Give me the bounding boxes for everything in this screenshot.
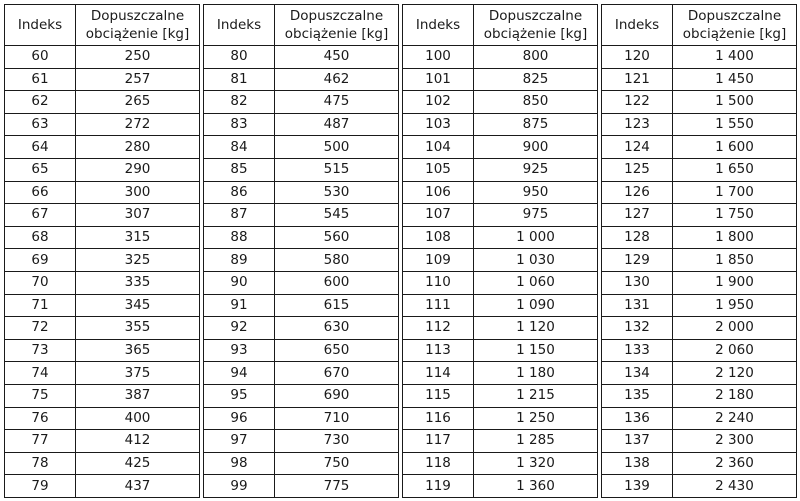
table-row xyxy=(403,91,598,114)
table-header-row xyxy=(403,5,598,46)
max-load-cell: 515 xyxy=(275,158,399,181)
max-load-cell: 345 xyxy=(76,294,200,317)
load-index-cell: 119 xyxy=(403,475,474,498)
max-load-cell: 530 xyxy=(275,181,399,204)
table-row xyxy=(204,136,399,159)
load-index-cell: 121 xyxy=(602,68,673,91)
index-column-header: Indeks xyxy=(602,5,673,46)
max-load-cell: 615 xyxy=(275,294,399,317)
table-row xyxy=(602,407,797,430)
table-row xyxy=(5,136,200,159)
table-header-row xyxy=(5,5,200,46)
load-index-cell: 98 xyxy=(204,452,275,475)
max-load-cell: 1 120 xyxy=(474,317,598,340)
table-row xyxy=(403,271,598,294)
load-index-cell: 86 xyxy=(204,181,275,204)
load-index-cell: 138 xyxy=(602,452,673,475)
load-index-cell: 67 xyxy=(5,204,76,227)
table-row xyxy=(204,452,399,475)
load-index-cell: 120 xyxy=(602,46,673,69)
table-row xyxy=(602,362,797,385)
load-index-cell: 139 xyxy=(602,475,673,498)
load-index-cell: 125 xyxy=(602,158,673,181)
table-row xyxy=(403,158,598,181)
table-row xyxy=(204,339,399,362)
max-load-cell: 545 xyxy=(275,204,399,227)
table-row xyxy=(602,249,797,272)
table-row xyxy=(5,317,200,340)
load-index-cell: 104 xyxy=(403,136,474,159)
load-index-cell: 103 xyxy=(403,113,474,136)
load-index-cell: 95 xyxy=(204,384,275,407)
load-index-cell: 72 xyxy=(5,317,76,340)
table-row xyxy=(5,181,200,204)
max-load-cell: 1 550 xyxy=(673,113,797,136)
max-load-cell: 1 250 xyxy=(474,407,598,430)
load-index-cell: 108 xyxy=(403,226,474,249)
load-index-cell: 85 xyxy=(204,158,275,181)
load-index-cell: 94 xyxy=(204,362,275,385)
max-load-cell: 1 400 xyxy=(673,46,797,69)
load-index-cell: 114 xyxy=(403,362,474,385)
load-index-cell: 69 xyxy=(5,249,76,272)
load-column-header: Dopuszczalne obciążenie [kg] xyxy=(275,5,399,46)
table-row xyxy=(403,452,598,475)
table-row xyxy=(204,475,399,498)
max-load-cell: 1 285 xyxy=(474,430,598,453)
max-load-cell: 290 xyxy=(76,158,200,181)
max-load-cell: 670 xyxy=(275,362,399,385)
load-index-cell: 128 xyxy=(602,226,673,249)
max-load-cell: 2 180 xyxy=(673,384,797,407)
load-index-cell: 79 xyxy=(5,475,76,498)
load-index-cell: 133 xyxy=(602,339,673,362)
load-index-cell: 126 xyxy=(602,181,673,204)
load-index-cell: 122 xyxy=(602,91,673,114)
max-load-cell: 272 xyxy=(76,113,200,136)
load-index-cell: 83 xyxy=(204,113,275,136)
load-index-tables xyxy=(4,4,796,497)
table-row xyxy=(5,271,200,294)
max-load-cell: 2 300 xyxy=(673,430,797,453)
load-index-cell: 91 xyxy=(204,294,275,317)
max-load-cell: 257 xyxy=(76,68,200,91)
table-row xyxy=(602,430,797,453)
table-row xyxy=(403,46,598,69)
max-load-cell: 1 000 xyxy=(474,226,598,249)
table-row xyxy=(5,407,200,430)
max-load-cell: 2 060 xyxy=(673,339,797,362)
load-index-cell: 80 xyxy=(204,46,275,69)
load-index-cell: 78 xyxy=(5,452,76,475)
max-load-cell: 375 xyxy=(76,362,200,385)
max-load-cell: 630 xyxy=(275,317,399,340)
max-load-cell: 1 320 xyxy=(474,452,598,475)
table-row xyxy=(602,46,797,69)
load-index-cell: 134 xyxy=(602,362,673,385)
load-index-table xyxy=(203,4,399,498)
load-index-cell: 65 xyxy=(5,158,76,181)
table-row xyxy=(602,384,797,407)
max-load-cell: 1 600 xyxy=(673,136,797,159)
table-row xyxy=(5,430,200,453)
table-row xyxy=(602,294,797,317)
table-row xyxy=(5,68,200,91)
max-load-cell: 462 xyxy=(275,68,399,91)
table-row xyxy=(204,317,399,340)
load-index-cell: 123 xyxy=(602,113,673,136)
max-load-cell: 1 800 xyxy=(673,226,797,249)
table-row xyxy=(403,136,598,159)
max-load-cell: 975 xyxy=(474,204,598,227)
table-row xyxy=(5,204,200,227)
table-row xyxy=(5,294,200,317)
load-index-cell: 106 xyxy=(403,181,474,204)
load-index-cell: 107 xyxy=(403,204,474,227)
index-column-header: Indeks xyxy=(5,5,76,46)
load-index-cell: 127 xyxy=(602,204,673,227)
index-column-header: Indeks xyxy=(204,5,275,46)
load-index-cell: 112 xyxy=(403,317,474,340)
load-index-cell: 62 xyxy=(5,91,76,114)
max-load-cell: 710 xyxy=(275,407,399,430)
max-load-cell: 315 xyxy=(76,226,200,249)
table-row xyxy=(204,91,399,114)
load-index-cell: 137 xyxy=(602,430,673,453)
table-row xyxy=(204,113,399,136)
load-index-cell: 68 xyxy=(5,226,76,249)
table-row xyxy=(602,113,797,136)
max-load-cell: 1 090 xyxy=(474,294,598,317)
table-row xyxy=(602,68,797,91)
table-row xyxy=(403,204,598,227)
load-index-cell: 73 xyxy=(5,339,76,362)
load-column-header: Dopuszczalne obciążenie [kg] xyxy=(76,5,200,46)
load-index-cell: 96 xyxy=(204,407,275,430)
table-row xyxy=(204,181,399,204)
load-index-cell: 75 xyxy=(5,384,76,407)
table-row xyxy=(204,204,399,227)
load-index-cell: 111 xyxy=(403,294,474,317)
load-column-header: Dopuszczalne obciążenie [kg] xyxy=(673,5,797,46)
max-load-cell: 950 xyxy=(474,181,598,204)
max-load-cell: 580 xyxy=(275,249,399,272)
table-row xyxy=(602,226,797,249)
max-load-cell: 387 xyxy=(76,384,200,407)
load-index-cell: 102 xyxy=(403,91,474,114)
table-row xyxy=(5,158,200,181)
max-load-cell: 487 xyxy=(275,113,399,136)
load-index-cell: 132 xyxy=(602,317,673,340)
max-load-cell: 825 xyxy=(474,68,598,91)
load-index-cell: 64 xyxy=(5,136,76,159)
max-load-cell: 265 xyxy=(76,91,200,114)
table-row xyxy=(403,294,598,317)
max-load-cell: 250 xyxy=(76,46,200,69)
max-load-cell: 500 xyxy=(275,136,399,159)
table-row xyxy=(403,113,598,136)
table-row xyxy=(403,475,598,498)
max-load-cell: 475 xyxy=(275,91,399,114)
table-row xyxy=(204,430,399,453)
table-row xyxy=(5,384,200,407)
table-row xyxy=(602,452,797,475)
table-row xyxy=(204,68,399,91)
load-index-cell: 81 xyxy=(204,68,275,91)
load-index-cell: 77 xyxy=(5,430,76,453)
max-load-cell: 2 120 xyxy=(673,362,797,385)
max-load-cell: 1 450 xyxy=(673,68,797,91)
table-row xyxy=(403,384,598,407)
load-index-cell: 92 xyxy=(204,317,275,340)
table-row xyxy=(403,339,598,362)
max-load-cell: 425 xyxy=(76,452,200,475)
max-load-cell: 2 240 xyxy=(673,407,797,430)
load-index-cell: 131 xyxy=(602,294,673,317)
load-index-cell: 84 xyxy=(204,136,275,159)
load-index-cell: 88 xyxy=(204,226,275,249)
max-load-cell: 690 xyxy=(275,384,399,407)
max-load-cell: 1 850 xyxy=(673,249,797,272)
max-load-cell: 437 xyxy=(76,475,200,498)
max-load-cell: 412 xyxy=(76,430,200,453)
load-index-cell: 118 xyxy=(403,452,474,475)
max-load-cell: 875 xyxy=(474,113,598,136)
max-load-cell: 2 360 xyxy=(673,452,797,475)
max-load-cell: 1 180 xyxy=(474,362,598,385)
load-index-cell: 89 xyxy=(204,249,275,272)
table-row xyxy=(5,226,200,249)
load-index-cell: 130 xyxy=(602,271,673,294)
max-load-cell: 1 360 xyxy=(474,475,598,498)
table-row xyxy=(602,136,797,159)
max-load-cell: 1 650 xyxy=(673,158,797,181)
load-index-cell: 113 xyxy=(403,339,474,362)
max-load-cell: 775 xyxy=(275,475,399,498)
load-index-cell: 99 xyxy=(204,475,275,498)
table-row xyxy=(5,91,200,114)
max-load-cell: 1 500 xyxy=(673,91,797,114)
table-row xyxy=(403,68,598,91)
table-row xyxy=(204,158,399,181)
table-row xyxy=(403,249,598,272)
table-row xyxy=(204,407,399,430)
max-load-cell: 600 xyxy=(275,271,399,294)
table-row xyxy=(403,407,598,430)
table-row xyxy=(602,475,797,498)
load-index-table xyxy=(601,4,797,498)
load-index-cell: 60 xyxy=(5,46,76,69)
table-row xyxy=(5,46,200,69)
max-load-cell: 1 950 xyxy=(673,294,797,317)
table-row xyxy=(204,384,399,407)
index-column-header: Indeks xyxy=(403,5,474,46)
load-index-cell: 71 xyxy=(5,294,76,317)
max-load-cell: 650 xyxy=(275,339,399,362)
max-load-cell: 1 700 xyxy=(673,181,797,204)
table-row xyxy=(403,362,598,385)
max-load-cell: 365 xyxy=(76,339,200,362)
max-load-cell: 280 xyxy=(76,136,200,159)
table-row xyxy=(602,91,797,114)
load-index-cell: 61 xyxy=(5,68,76,91)
max-load-cell: 1 750 xyxy=(673,204,797,227)
load-index-cell: 117 xyxy=(403,430,474,453)
max-load-cell: 1 060 xyxy=(474,271,598,294)
load-index-table xyxy=(4,4,200,498)
max-load-cell: 335 xyxy=(76,271,200,294)
table-row xyxy=(602,271,797,294)
table-row xyxy=(204,294,399,317)
load-index-cell: 87 xyxy=(204,204,275,227)
max-load-cell: 750 xyxy=(275,452,399,475)
table-row xyxy=(602,317,797,340)
max-load-cell: 1 030 xyxy=(474,249,598,272)
load-index-cell: 116 xyxy=(403,407,474,430)
max-load-cell: 1 900 xyxy=(673,271,797,294)
max-load-cell: 307 xyxy=(76,204,200,227)
table-row xyxy=(5,339,200,362)
table-row xyxy=(5,452,200,475)
table-row xyxy=(5,475,200,498)
load-index-cell: 129 xyxy=(602,249,673,272)
load-index-cell: 115 xyxy=(403,384,474,407)
max-load-cell: 450 xyxy=(275,46,399,69)
max-load-cell: 400 xyxy=(76,407,200,430)
load-index-cell: 136 xyxy=(602,407,673,430)
load-index-cell: 63 xyxy=(5,113,76,136)
table-row xyxy=(602,204,797,227)
table-row xyxy=(602,158,797,181)
max-load-cell: 2 430 xyxy=(673,475,797,498)
max-load-cell: 355 xyxy=(76,317,200,340)
max-load-cell: 325 xyxy=(76,249,200,272)
load-index-cell: 100 xyxy=(403,46,474,69)
table-row xyxy=(204,226,399,249)
load-index-cell: 82 xyxy=(204,91,275,114)
load-index-cell: 110 xyxy=(403,271,474,294)
load-index-cell: 74 xyxy=(5,362,76,385)
table-row xyxy=(403,317,598,340)
load-column-header: Dopuszczalne obciążenie [kg] xyxy=(474,5,598,46)
max-load-cell: 1 150 xyxy=(474,339,598,362)
table-row xyxy=(5,362,200,385)
load-index-cell: 70 xyxy=(5,271,76,294)
table-row xyxy=(204,271,399,294)
table-row xyxy=(5,113,200,136)
table-row xyxy=(5,249,200,272)
max-load-cell: 800 xyxy=(474,46,598,69)
load-index-table xyxy=(402,4,598,498)
load-index-cell: 66 xyxy=(5,181,76,204)
load-index-cell: 124 xyxy=(602,136,673,159)
table-header-row xyxy=(204,5,399,46)
load-index-cell: 97 xyxy=(204,430,275,453)
max-load-cell: 925 xyxy=(474,158,598,181)
load-index-cell: 109 xyxy=(403,249,474,272)
max-load-cell: 900 xyxy=(474,136,598,159)
table-header-row xyxy=(602,5,797,46)
max-load-cell: 300 xyxy=(76,181,200,204)
table-row xyxy=(204,362,399,385)
max-load-cell: 730 xyxy=(275,430,399,453)
table-row xyxy=(403,226,598,249)
load-index-cell: 90 xyxy=(204,271,275,294)
table-row xyxy=(602,339,797,362)
load-index-cell: 76 xyxy=(5,407,76,430)
table-row xyxy=(403,430,598,453)
load-index-cell: 101 xyxy=(403,68,474,91)
table-row xyxy=(602,181,797,204)
load-index-cell: 105 xyxy=(403,158,474,181)
max-load-cell: 850 xyxy=(474,91,598,114)
load-index-cell: 135 xyxy=(602,384,673,407)
table-row xyxy=(204,46,399,69)
max-load-cell: 1 215 xyxy=(474,384,598,407)
load-index-cell: 93 xyxy=(204,339,275,362)
max-load-cell: 2 000 xyxy=(673,317,797,340)
table-row xyxy=(204,249,399,272)
max-load-cell: 560 xyxy=(275,226,399,249)
table-row xyxy=(403,181,598,204)
